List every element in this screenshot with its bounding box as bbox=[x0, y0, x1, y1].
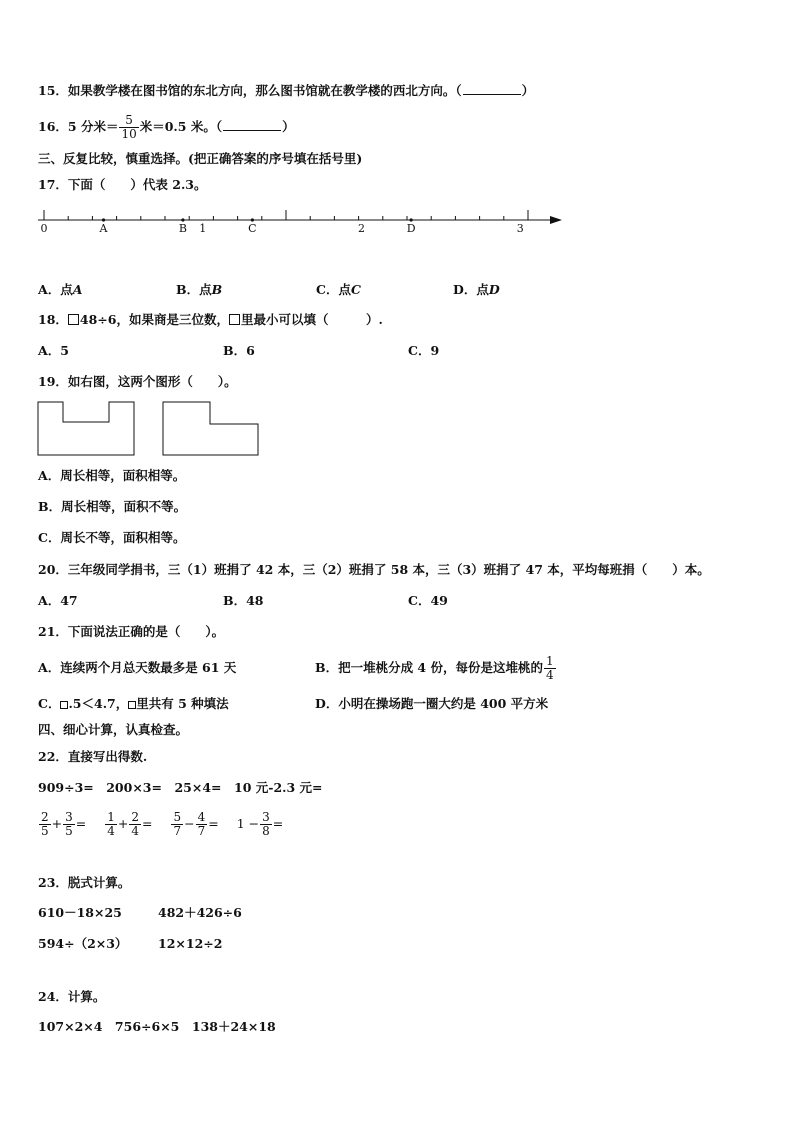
number-line-point bbox=[102, 218, 105, 221]
number-line-label: A bbox=[99, 222, 108, 235]
number-line-label: 0 bbox=[40, 222, 48, 235]
answer-blank[interactable] bbox=[223, 118, 281, 131]
number-line-point bbox=[181, 218, 184, 221]
q19-option-b[interactable]: B．周长相等，面积不等。 bbox=[38, 499, 187, 514]
question-20: 20．三年级同学捐书，三（1）班捐了 42 本，三（2）班捐了 58 本，三（3）班捐了 47 本，平均每班捐（ ）本。 bbox=[38, 562, 710, 577]
fraction: $\frac{5}{10}$ bbox=[121, 113, 137, 141]
q21-option-d[interactable]: D．小明在操场跑一圈大约是 400 平方米 bbox=[315, 696, 549, 711]
section-3-heading: 三、反复比较，慎重选择。(把正确答案的序号填在括号里) bbox=[38, 151, 363, 166]
q23-expr-4: 12×12÷2 bbox=[158, 936, 223, 951]
q21-option-b[interactable]: B．把一堆桃分成 4 份，每份是这堆桃的 $\frac{1}{4}$ bbox=[315, 654, 554, 682]
q21-option-c[interactable]: C． .5＜4.7， 里共有 5 种填法 bbox=[38, 696, 229, 711]
question-24: 24．计算。 bbox=[38, 989, 106, 1004]
blank-box bbox=[229, 314, 240, 325]
q22-row-2 bbox=[38, 806, 283, 842]
q20-option-c[interactable]: C．49 bbox=[408, 593, 448, 608]
q18-option-c[interactable]: C．9 bbox=[408, 343, 440, 358]
question-19: 19．如右图，这两个图形（ ）。 bbox=[38, 374, 237, 389]
number-line-arrow bbox=[550, 216, 562, 224]
number-line-point bbox=[410, 218, 413, 221]
question-21: 21．下面说法正确的是（ ）。 bbox=[38, 624, 225, 639]
q21-option-a[interactable]: A．连续两个月总天数最多是 61 天 bbox=[38, 660, 237, 675]
number-line-label: 1 bbox=[199, 222, 207, 235]
frac-expr-2: $\frac{1}{4}$ + $\frac{2}{4}$ = bbox=[107, 810, 153, 838]
section-4-heading: 四、细心计算，认真检查。 bbox=[38, 722, 189, 737]
question-15: 15．如果教学楼在图书馆的东北方向，那么图书馆就在教学楼的西北方向。（ ） bbox=[38, 83, 535, 98]
number-line-label: D bbox=[406, 222, 416, 235]
q23-expr-2: 482＋426÷6 bbox=[158, 905, 242, 920]
frac-expr-4: 1 − $\frac{3}{8}$ = bbox=[236, 810, 284, 838]
answer-blank[interactable] bbox=[463, 82, 521, 95]
question-16: 16．5 分米＝ $\frac{5}{10}$ 米＝0.5 米。（ ） bbox=[38, 113, 295, 141]
q23-expr-3: 594÷（2×3） bbox=[38, 936, 128, 951]
number-line-label: C bbox=[248, 222, 257, 235]
q20-option-a[interactable]: A．47 bbox=[38, 593, 78, 608]
q19-option-c[interactable]: C．周长不等，面积相等。 bbox=[38, 530, 186, 545]
q23-expr-1: 610－18×25 bbox=[38, 905, 122, 920]
q17-option-d[interactable]: D．点D bbox=[453, 282, 500, 297]
shape-right bbox=[163, 402, 258, 455]
question-18: 18． 48÷6，如果商是三位数， 里最小可以填（ ）. bbox=[38, 312, 383, 327]
q18-option-b[interactable]: B．6 bbox=[223, 343, 255, 358]
question-17: 17．下面（ ）代表 2.3。 bbox=[38, 177, 207, 192]
q22-row-1: 909÷3= 200×3= 25×4= 10 元-2.3 元= bbox=[38, 780, 323, 795]
q18-option-a[interactable]: A．5 bbox=[38, 343, 69, 358]
fraction: $\frac{1}{4}$ bbox=[545, 654, 554, 682]
q19-option-a[interactable]: A．周长相等，面积相等。 bbox=[38, 468, 186, 483]
number-line-label: 3 bbox=[516, 222, 524, 235]
number-line bbox=[30, 202, 570, 238]
frac-expr-3: $\frac{5}{7}$ − $\frac{4}{7}$ = bbox=[173, 810, 219, 838]
question-22: 22．直接写出得数. bbox=[38, 749, 148, 764]
blank-box bbox=[68, 314, 79, 325]
frac-expr-1: $\frac{2}{5}$ + $\frac{3}{5}$ = bbox=[41, 810, 87, 838]
shape-left bbox=[38, 402, 134, 455]
two-shapes-figure bbox=[36, 400, 266, 458]
q17-option-a[interactable]: A．点A bbox=[38, 282, 83, 297]
q17-option-c[interactable]: C．点C bbox=[316, 282, 361, 297]
question-23: 23．脱式计算。 bbox=[38, 875, 131, 890]
number-line-label: 2 bbox=[358, 222, 366, 235]
q17-option-b[interactable]: B．点B bbox=[176, 282, 223, 297]
q20-option-b[interactable]: B．48 bbox=[223, 593, 264, 608]
q24-row: 107×2×4 756÷6×5 138＋24×18 bbox=[38, 1019, 276, 1034]
number-line-point bbox=[251, 218, 254, 221]
number-line-label: B bbox=[178, 222, 187, 235]
